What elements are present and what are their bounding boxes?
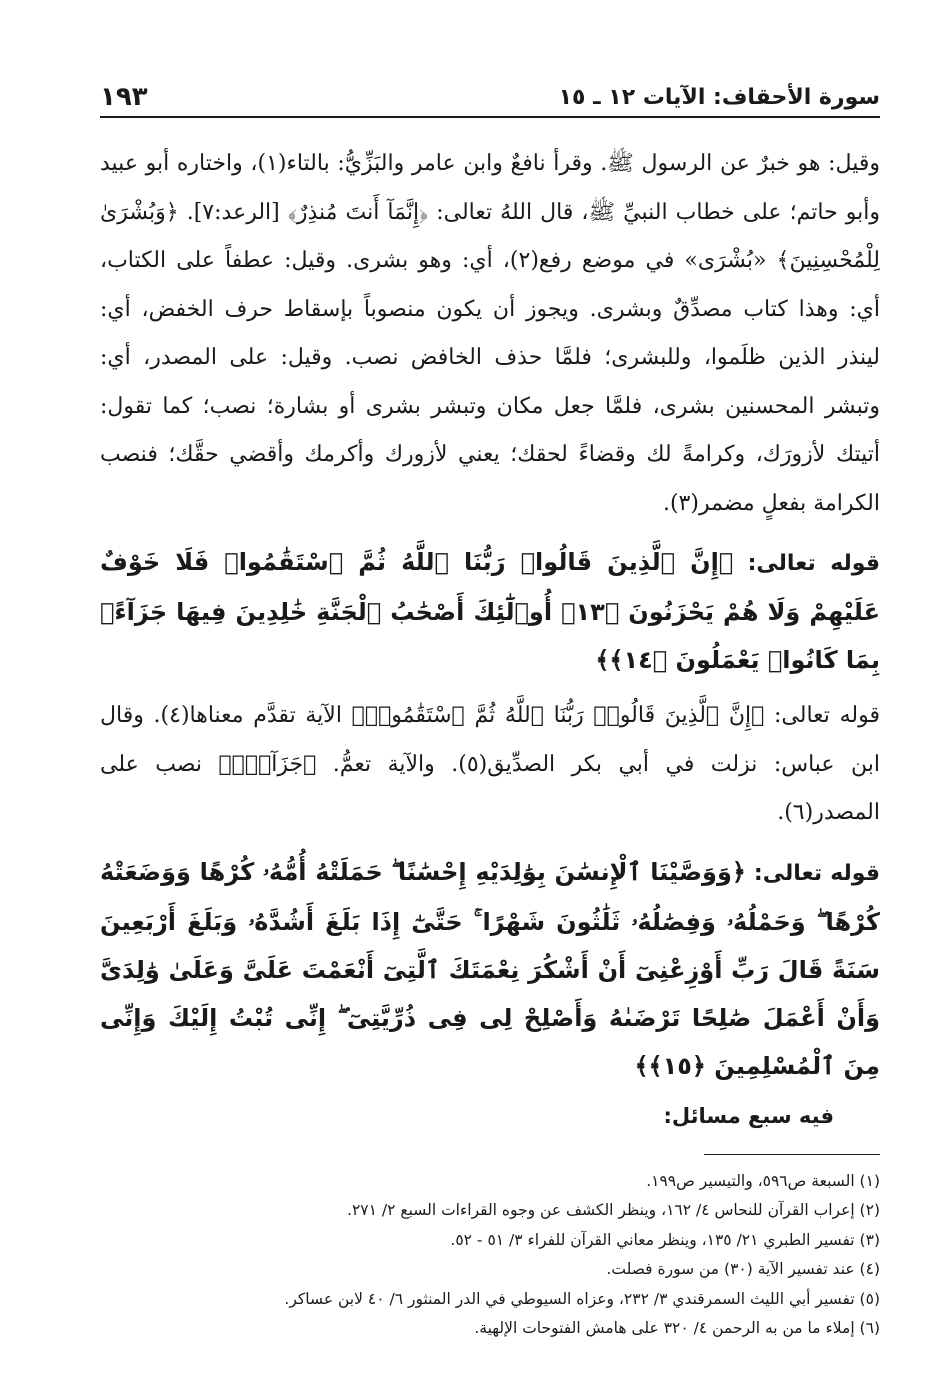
footnote-item: (٢) إعراب القرآن للنحاس ٤/ ١٦٢، وينظر الكشف عن وجوه القراءات السبع ٢/ ٢٧١. [347, 1201, 880, 1219]
book-page [100, 70, 880, 1344]
section-heading: فيه سبع مسائل: [663, 1103, 834, 1128]
main-text [100, 140, 880, 528]
commentary-paragraph: قوله تعالى: ﴿إِنَّ ٱلَّذِينَ قَالُوا۟ رَبُّنَا ٱللَّهُ ثُمَّ ٱسْتَقَٰمُوا۟﴾ الآية تقدَّم معناها(٤). وقال ابن عباس: نزلت في أبي بكر الصدِّيق(٥). والآية تعمُّ. ﴿جَزَآءًۢ﴾ نصب على المصدر(٦). [100, 703, 880, 825]
footnotes [100, 1167, 880, 1344]
quran-verse: ﴿وَوَصَّيْنَا ٱلْإِنسَٰنَ بِوَٰلِدَيْهِ إِحْسَٰنًا ۖ حَمَلَتْهُ أُمُّهُۥ كُرْهًا وَوَضَعَتْهُ كُرْهًا ۖ وَحَمْلُهُۥ وَفِصَٰلُهُۥ ثَلَٰثُونَ شَهْرًا ۚ حَتَّىٰٓ إِذَا بَلَغَ أَشُدَّهُۥ وَبَلَغَ أَرْبَعِينَ سَنَةً قَالَ رَبِّ أَوْزِعْنِىٓ أَنْ أَشْكُرَ نِعْمَتَكَ ٱلَّتِىٓ أَنْعَمْتَ عَلَىَّ وَعَلَىٰ وَٰلِدَىَّ وَأَنْ أَعْمَلَ صَٰلِحًا تَرْضَىٰهُ وَأَصْلِحْ لِى فِى ذُرِّيَّتِىٓ ۖ إِنِّى تُبْتُ إِلَيْكَ وَإِنِّى مِنَ ٱلْمُسْلِمِينَ ﴿١٥﴾﴾ [100, 857, 880, 1080]
page-header [100, 70, 880, 118]
footnote-divider [704, 1154, 880, 1155]
verse-block-13-14 [100, 538, 880, 684]
footnote-item: (٤) عند تفسير الآية (٣٠) من سورة فصلت. [606, 1260, 880, 1278]
quran-verse: ﴿إِنَّ ٱلَّذِينَ قَالُوا۟ رَبُّنَا ٱللَّهُ ثُمَّ ٱسْتَقَٰمُوا۟ فَلَا خَوْفٌ عَلَيْهِمْ وَلَا هُمْ يَحْزَنُونَ ﴿١٣﴾ أُو۟لَٰٓئِكَ أَصْحَٰبُ ٱلْجَنَّةِ خَٰلِدِينَ فِيهَا جَزَآءًۢ بِمَا كَانُوا۟ يَعْمَلُونَ ﴿١٤﴾﴾ [100, 548, 881, 674]
paragraph-1: وقيل: هو خبرٌ عن الرسول ﷺ. وقرأ نافعٌ وابن عامر والبَزِّيُّ: بالتاء(١)، واختاره أبو عبيد وأبو حاتم؛ على خطاب النبيِّ ﷺ، قال اللهُ تعالى: ﴿إِنَّمَآ أَنتَ مُنذِرٌ﴾ [الرعد:٧]. ﴿وَبُشْرَىٰ لِلْمُحْسِنِينَ﴾ «بُشْرَى» في موضع رفع(٢)، أي: وهو بشرى. وقيل: عطفاً على الكتاب، أي: وهذا كتاب مصدِّقٌ وبشرى. ويجوز أن يكون منصوباً بإسقاط حرف الخفض، أي: لينذر الذين ظلَموا، وللبشرى؛ فلمَّا حذف الخافض نصب. وقيل: على المصدر، أي: وتبشر المحسنين بشرى، فلمَّا جعل مكان وتبشر بشرى أو بشارة؛ نصب؛ كما تقول: أتيتك لأزورَك، وكرامةً لك وقضاءً لحقك؛ يعني لأزورك وأكرمك وأقضي حقَّك؛ فنصب الكرامة بفعلٍ مضمر(٣). [100, 151, 880, 516]
commentary-text [100, 692, 880, 838]
footnote-item: (٣) تفسير الطبري ٢١/ ١٣٥، وينظر معاني القرآن للفراء ٣/ ٥١ - ٥٢. [450, 1230, 880, 1249]
page-number: ١٩٣ [100, 82, 148, 112]
verse-block-15 [100, 848, 880, 1090]
footnote-item: (١) السبعة ص٥٩٦، والتيسير ص١٩٩. [646, 1171, 880, 1190]
surah-title: سورة الأحقاف: الآيات ١٢ ـ ١٥ [558, 85, 880, 110]
footnote-item: (٥) تفسير أبي الليث السمرقندي ٣/ ٢٣٢، وعزاه السيوطي في الدر المنثور ٦/ ٤٠ لابن عساكر. [284, 1289, 880, 1308]
verse-label: قوله تعالى: [753, 860, 880, 886]
footnote-item: (٦) إملاء ما من به الرحمن ٤/ ٣٢٠ على هامش الفتوحات الإلهية. [474, 1319, 880, 1337]
verse-label: قوله تعالى: [747, 551, 880, 576]
